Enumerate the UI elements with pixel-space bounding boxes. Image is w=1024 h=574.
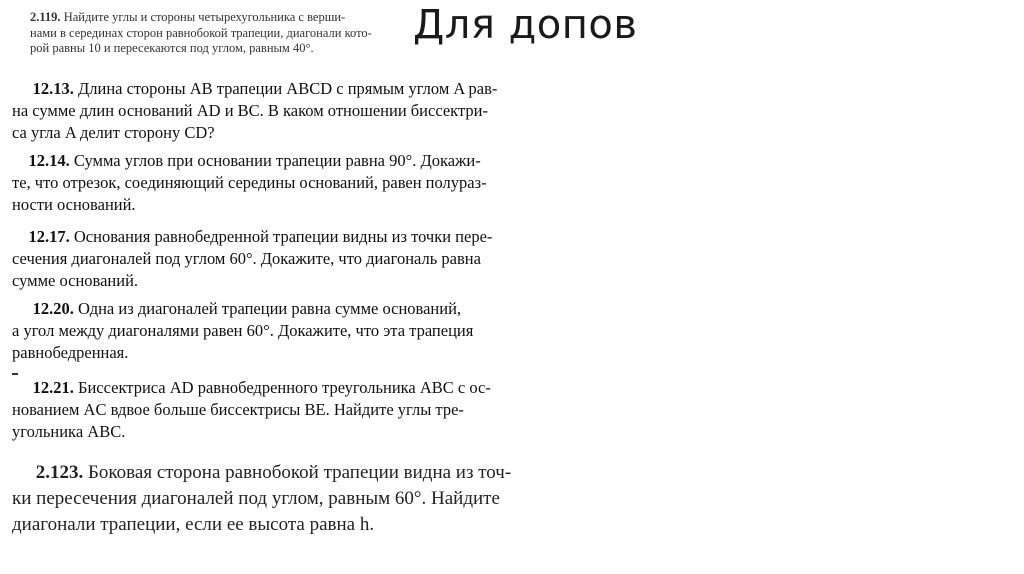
- problem-number: 12.14.: [28, 151, 70, 170]
- problem-text: Одна из диагоналей трапеции равна сумме оснований,: [73, 299, 462, 318]
- problem-text: Длина стороны AB трапеции ABCD с прямым углом A рав-: [73, 79, 498, 98]
- problem-line: ности оснований.: [12, 195, 136, 214]
- scan-mark: [12, 373, 18, 375]
- problem-text: Сумма углов при основании трапеции равна 90°. Докажи-: [69, 151, 481, 170]
- problem-line: ки пересечения диагоналей под углом, равным 60°. Найдите: [12, 488, 500, 509]
- problem-line: [12, 78, 497, 100]
- problem-line: [12, 150, 487, 172]
- problem-number: 2.119.: [30, 10, 61, 24]
- problem-line: сечения диагоналей под углом 60°. Докажите, что диагональ равна: [12, 249, 481, 268]
- problem-line: нованием AC вдвое больше биссектрисы BE. Найдите углы тре-: [12, 400, 464, 419]
- problem-12-14: [12, 150, 487, 216]
- problem-12-21: [12, 377, 491, 443]
- problem-line: [30, 10, 372, 26]
- problem-text: Боковая сторона равнобокой трапеции видна из точ-: [83, 462, 512, 483]
- problem-line: равнобедренная.: [12, 343, 129, 362]
- problem-line: са угла A делит сторону CD?: [12, 123, 215, 142]
- problem-number: 12.17.: [28, 227, 70, 246]
- problem-text: Найдите углы и стороны четырехугольника с верши-: [60, 10, 346, 24]
- problem-2-119: [30, 10, 372, 57]
- problem-line: угольника ABC.: [12, 422, 126, 441]
- problem-12-17: [12, 226, 492, 292]
- problem-number: 12.20.: [32, 299, 74, 318]
- problem-text: Основания равнобедренной трапеции видны из точки пере-: [69, 227, 493, 246]
- problem-2-123: [12, 460, 511, 538]
- problem-12-20: [12, 298, 473, 364]
- problem-number: 2.123.: [35, 462, 84, 483]
- problem-line: [12, 460, 511, 486]
- slide-title: Для допов: [413, 2, 638, 48]
- problem-text: Биссектриса AD равнобедренного треугольника ABC с ос-: [73, 378, 491, 397]
- problem-number: 12.21.: [32, 378, 74, 397]
- problem-line: рой равны 10 и пересекаются под углом, равным 40°.: [30, 41, 314, 55]
- problem-line: [12, 226, 492, 248]
- problem-line: [12, 298, 473, 320]
- problem-number: 12.13.: [32, 79, 74, 98]
- problem-line: на сумме длин оснований AD и BC. В каком отношении биссектри-: [12, 101, 488, 120]
- problem-12-13: [12, 78, 497, 144]
- problem-line: [12, 377, 491, 399]
- problem-line: те, что отрезок, соединяющий середины оснований, равен полураз-: [12, 173, 487, 192]
- problem-line: а угол между диагоналями равен 60°. Докажите, что эта трапеция: [12, 321, 474, 340]
- problem-line: диагонали трапеции, если ее высота равна h.: [12, 514, 375, 535]
- problem-line: нами в серединах сторон равнобокой трапеции, диагонали кото-: [30, 25, 372, 40]
- problem-line: сумме оснований.: [12, 271, 139, 290]
